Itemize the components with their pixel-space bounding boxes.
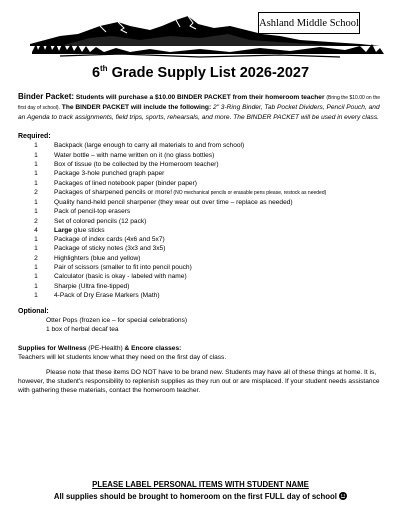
item-quantity: 1 xyxy=(34,208,38,216)
item-description xyxy=(54,217,388,226)
item-description xyxy=(54,244,388,253)
optional-item: Otter Pops (frozen ice – for special celebrations) xyxy=(46,317,188,325)
required-heading: Required: xyxy=(18,133,51,141)
required-item xyxy=(18,291,388,300)
item-description xyxy=(54,254,388,263)
item-description-text: Package of sticky notes (3x3 and 3x5) xyxy=(54,245,166,253)
item-description-text: Pair of scissors (smaller to fit into pencil pouch) xyxy=(54,264,192,272)
footer-line2: All supplies should be brought to homeroom on the first FULL day of school xyxy=(53,492,337,501)
item-description-text: Pack of pencil-top erasers xyxy=(54,208,131,216)
required-item xyxy=(18,282,388,291)
item-description-bold: Large xyxy=(54,226,72,234)
item-description-text: Sharpie (Ultra fine-tipped) xyxy=(54,282,130,290)
header-banner xyxy=(0,0,401,82)
binder-label: Binder Packet: xyxy=(18,92,75,101)
item-description xyxy=(54,179,388,188)
item-description-text: Calculator (basic is okay - labeled with name) xyxy=(54,273,187,281)
item-description-text: 4-Pack of Dry Erase Markers (Math) xyxy=(54,291,160,299)
required-item xyxy=(18,198,388,207)
required-item xyxy=(18,226,388,235)
page-title xyxy=(0,64,401,81)
item-quantity: 1 xyxy=(34,151,38,159)
supplies-bold-a: Supplies for Wellness xyxy=(18,344,87,352)
item-description-text: Highlighters (blue and yellow) xyxy=(54,254,141,262)
binder-bold-text: Students will purchase a $10.00 BINDER PACKET from their homeroom teacher xyxy=(74,94,325,101)
item-quantity: 1 xyxy=(34,179,38,187)
note-paragraph: Please note that these items DO NOT have to be brand new. Students may have all of these things at home. It is, however, the student's responsibility to replenish supplies as they run out or are misplaced. If your student needs assistance with gathering these materials, contact the homeroom teacher. xyxy=(18,368,380,394)
footer-label-notice: PLEASE LABEL PERSONAL ITEMS WITH STUDENT NAME xyxy=(92,480,309,489)
title-rest: Grade Supply List 2026-2027 xyxy=(107,64,310,81)
item-description-text: Quality hand-held pencil sharpener (they wear out over time – replace as needed) xyxy=(54,198,293,206)
item-description-text: Package of index cards (4x6 and 5x7) xyxy=(54,236,165,244)
required-item xyxy=(18,160,388,169)
supplies-normal-a: (PE-Health) xyxy=(86,344,125,352)
item-description-text: Packages of sharpened pencils or more! xyxy=(54,188,173,196)
optional-heading: Optional: xyxy=(18,308,49,316)
item-description xyxy=(54,291,388,300)
item-quantity: 2 xyxy=(34,217,38,225)
item-quantity: 1 xyxy=(34,198,38,206)
required-item xyxy=(18,207,388,216)
item-description xyxy=(54,160,388,169)
item-description-text: Package 3-hole punched graph paper xyxy=(54,170,165,178)
item-description xyxy=(54,188,388,198)
required-item xyxy=(18,272,388,281)
item-description xyxy=(54,272,388,281)
item-quantity: 2 xyxy=(34,188,38,196)
supplies-wellness xyxy=(18,344,388,362)
item-description xyxy=(54,198,388,207)
footer-bring-notice xyxy=(0,492,401,502)
optional-item: 1 box of herbal decaf tea xyxy=(46,326,119,334)
item-quantity: 1 xyxy=(34,282,38,290)
supplies-bold-b: & Encore classes: xyxy=(124,344,182,352)
item-description-text: Box of tissue (to be collected by the Homeroom teacher) xyxy=(54,160,219,168)
item-quantity: 1 xyxy=(34,170,38,178)
item-quantity: 1 xyxy=(34,273,38,281)
item-description-text: Backpack (large enough to carry all materials to and from school) xyxy=(54,142,245,150)
item-quantity: 1 xyxy=(34,160,38,168)
item-description xyxy=(54,141,388,150)
item-description xyxy=(54,226,388,235)
supplies-line2: Teachers will let students know what they need on the first day of class. xyxy=(18,353,227,361)
required-list xyxy=(18,141,388,300)
binder-paragraph xyxy=(18,92,388,122)
item-description xyxy=(54,263,388,272)
required-item xyxy=(18,263,388,272)
item-description xyxy=(54,282,388,291)
required-item xyxy=(18,235,388,244)
item-description xyxy=(54,151,388,160)
item-quantity: 1 xyxy=(34,264,38,272)
item-description xyxy=(54,235,388,244)
required-item xyxy=(18,254,388,263)
item-description xyxy=(54,207,388,216)
grade-number: 6 xyxy=(91,64,101,81)
required-item xyxy=(18,188,388,198)
smiley-icon xyxy=(339,492,347,502)
item-note: (NO mechanical pencils or erasable pens please, restock as needed) xyxy=(172,189,327,196)
item-quantity: 1 xyxy=(34,245,38,253)
required-item xyxy=(18,179,388,188)
required-item xyxy=(18,141,388,150)
item-quantity: 2 xyxy=(34,254,38,262)
item-description-text: Set of colored pencils (12 pack) xyxy=(54,217,147,225)
required-item xyxy=(18,244,388,253)
item-description-text: Packages of lined notebook paper (binder paper) xyxy=(54,179,197,187)
required-item xyxy=(18,169,388,178)
item-quantity: 1 xyxy=(34,291,38,299)
school-name: Ashland Middle School xyxy=(258,12,360,34)
required-item xyxy=(18,217,388,226)
item-quantity: 1 xyxy=(34,236,38,244)
supply-list-body xyxy=(18,92,388,395)
binder-bold-text-2: The BINDER PACKET will include the following: xyxy=(59,104,212,112)
item-description-text: Water bottle – with name written on it (no glass bottles) xyxy=(54,151,215,159)
binder-italic-text: 2" 3-Ring Binder, Tab Pocket Dividers, Pencil Pouch, and an Agenda to track assignments, field trips, sports, rehearsals, and more. The BINDER PACKET will be used in every class. xyxy=(18,104,380,122)
item-quantity: 1 xyxy=(34,142,38,150)
item-quantity: 4 xyxy=(34,226,38,234)
item-description xyxy=(54,169,388,178)
binder-small-text: (Bring the $10.00 on the first day of school). xyxy=(18,95,381,112)
grade-suffix: th xyxy=(100,64,108,73)
required-item xyxy=(18,151,388,160)
item-description-text: glue sticks xyxy=(71,226,105,234)
